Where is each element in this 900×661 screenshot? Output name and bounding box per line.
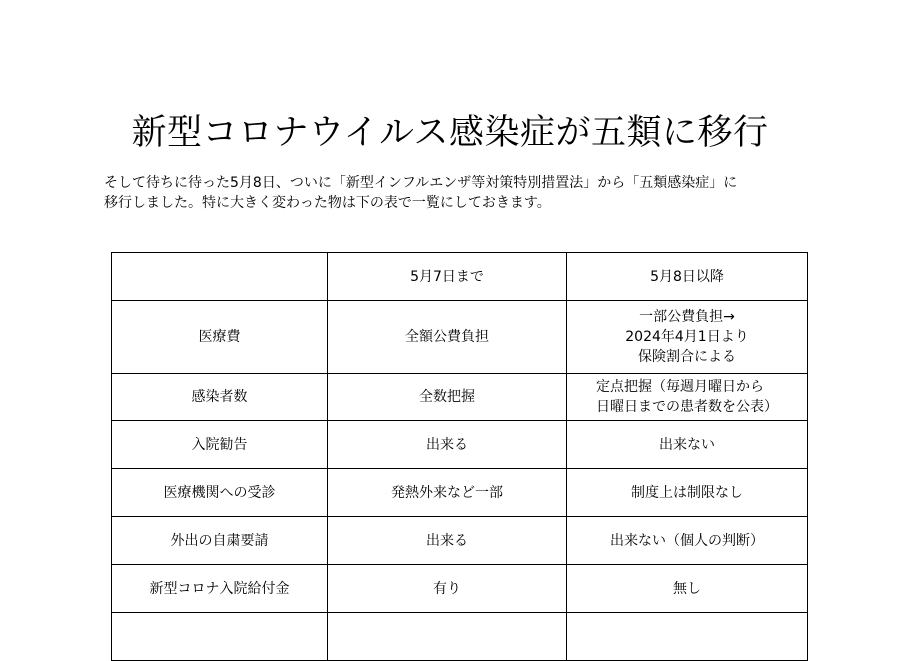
after-line: 保険割合による <box>637 349 736 365</box>
row-item-cell: 入院勧告 <box>112 421 328 469</box>
row-before-cell: 出来る <box>328 517 567 565</box>
row-after-cell: 出来ない <box>567 421 808 469</box>
table-row <box>112 374 808 421</box>
row-item-cell: 新型コロナ入院給付金 <box>112 565 328 613</box>
row-before-cell: 出来る <box>328 421 567 469</box>
header-cell-item <box>112 253 328 301</box>
header-cell-after: 5月8日以降 <box>567 253 808 301</box>
table-row <box>112 421 808 469</box>
row-after-cell <box>567 613 808 661</box>
row-after-cell <box>567 374 808 421</box>
intro-line: そして待ちに待った5月8日、ついに「新型インフルエンザ等対策特別措置法」から「五類感染症」に <box>104 175 738 191</box>
after-line: 2024年4月1日より <box>625 329 749 345</box>
row-before-cell: 全額公費負担 <box>328 301 567 374</box>
row-after-cell: 出来ない（個人の判断） <box>567 517 808 565</box>
row-before-cell <box>328 613 567 661</box>
table-row <box>112 613 808 661</box>
intro-paragraph <box>104 173 804 213</box>
row-item-cell: 感染者数 <box>112 374 328 421</box>
row-before-cell: 発熱外来など一部 <box>328 469 567 517</box>
row-item-cell <box>112 613 328 661</box>
table-row <box>112 469 808 517</box>
row-after-cell: 制度上は制限なし <box>567 469 808 517</box>
after-line: 一部公費負担→ <box>639 309 735 325</box>
row-after-cell: 無し <box>567 565 808 613</box>
after-line: 日曜日までの患者数を公表） <box>596 399 778 415</box>
page-title: 新型コロナウイルス感染症が五類に移行 <box>131 113 769 154</box>
row-item-cell: 医療機関への受診 <box>112 469 328 517</box>
intro-line: 移行しました。特に大きく変わった物は下の表で一覧にしておきます。 <box>104 195 551 211</box>
table-row <box>112 517 808 565</box>
table-row <box>112 565 808 613</box>
row-before-cell: 有り <box>328 565 567 613</box>
table-row <box>112 301 808 374</box>
comparison-table <box>111 252 808 661</box>
row-before-cell: 全数把握 <box>328 374 567 421</box>
row-after-cell <box>567 301 808 374</box>
row-item-cell: 医療費 <box>112 301 328 374</box>
after-line: 定点把握（毎週月曜日から <box>596 379 764 395</box>
table-header-row <box>112 253 808 301</box>
header-cell-before: 5月7日まで <box>328 253 567 301</box>
row-item-cell: 外出の自粛要請 <box>112 517 328 565</box>
